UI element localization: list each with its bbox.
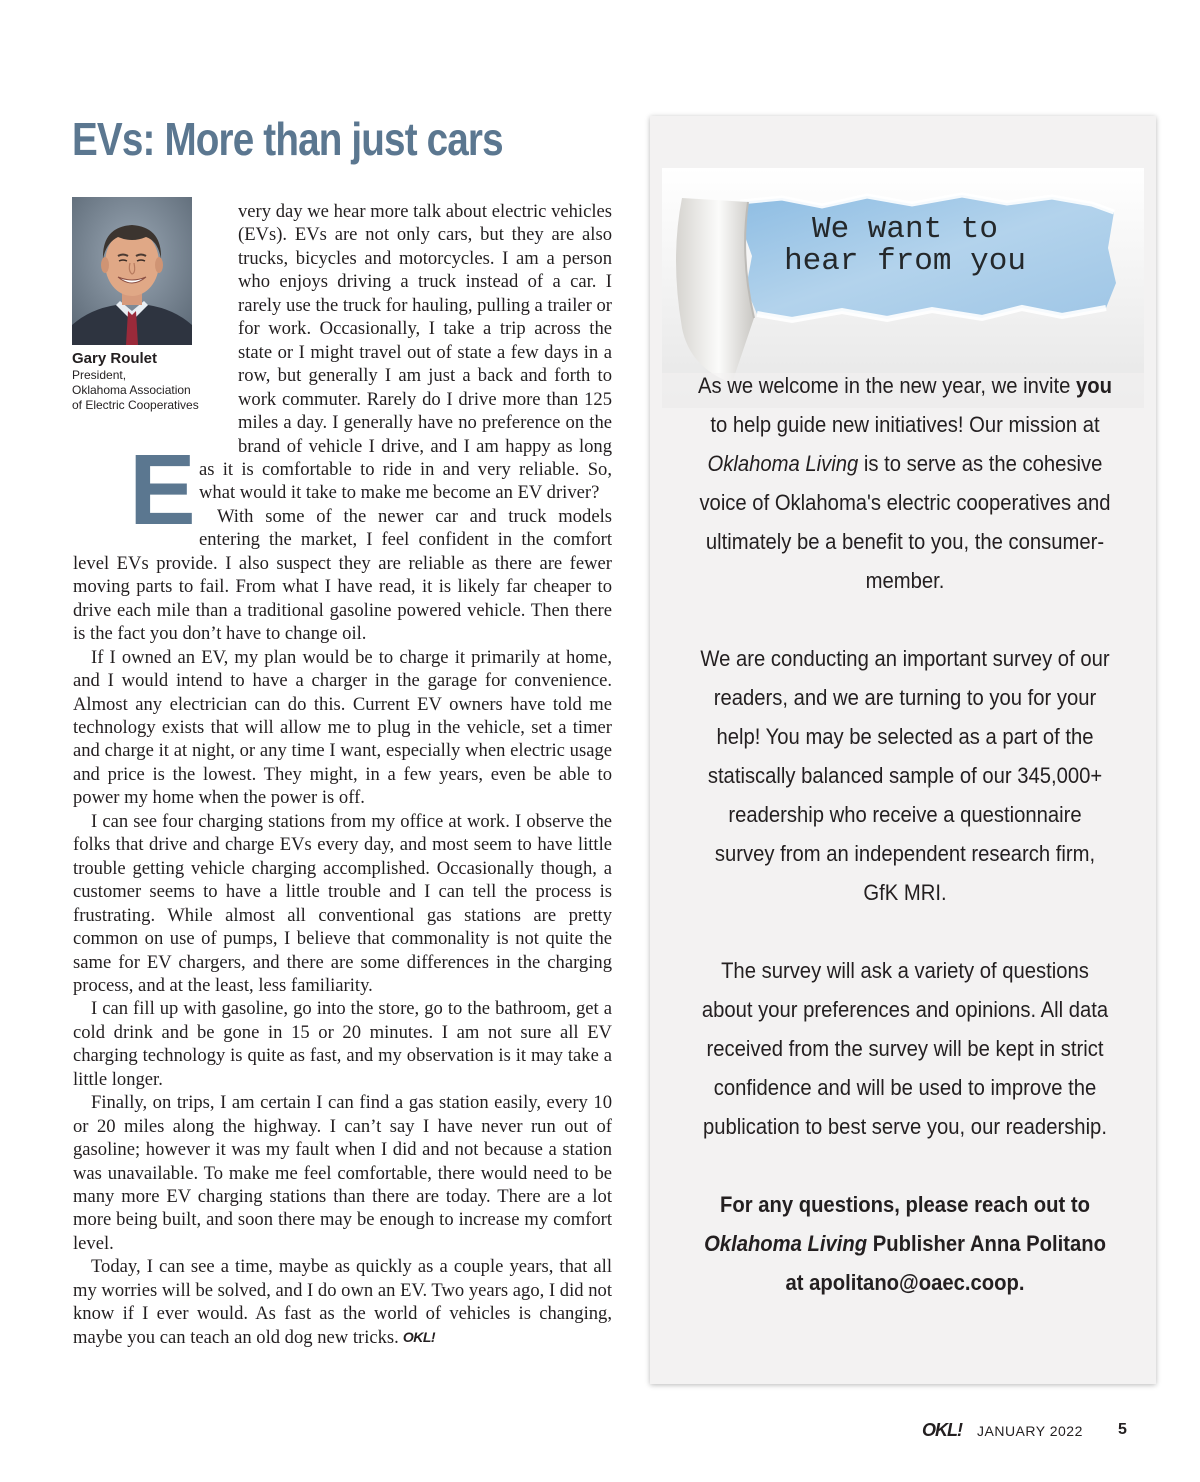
banner-headline [755, 214, 1055, 278]
article-paragraph-7 [73, 1255, 612, 1349]
drop-cap: E [129, 434, 196, 546]
sidebar-p1-text-a: As we welcome in the new year, we invite [698, 373, 1076, 398]
photo-float-spacer [73, 200, 238, 446]
sidebar-paragraph-3: The survey will ask a variety of questions about your preferences and opinions. All data received from the survey will be kept in strict confidence and will be used to improve the publication to best serve you, our readership. [701, 958, 1109, 1139]
sidebar-text [698, 366, 1112, 1302]
article-paragraph-7-text: Today, I can see a time, maybe as quickly as a couple years, that all my worries will be solved, and I do own an EV. Two years ago, I did not know if I ever would. As fast as the world of vehicles is changing, maybe you can teach an old dog new tricks. [73, 1256, 612, 1348]
sidebar-paragraph-4 [698, 1185, 1112, 1302]
photo-float-spacer-lower [73, 446, 129, 530]
sidebar-p4-text-a: For any questions, please reach out to [719, 1192, 1091, 1217]
author-name: Gary Roulet [72, 350, 158, 367]
author-role-line-2: Oklahoma Association [72, 383, 191, 397]
sidebar-paragraph-1 [698, 366, 1112, 600]
banner-headline-line-1: We want to [811, 212, 999, 247]
article-title: EVs: More than just cars [72, 113, 503, 165]
author-role-line-1: President, [72, 368, 127, 382]
sidebar-p1-emphasis-you: you [1075, 373, 1112, 398]
article-paragraph-5: I can fill up with gasoline, go into the store, go to the bathroom, get a cold drink and be gone in 15 or 20 minutes. I am not sure all EV charging technology is quite as fast, and my observation is it may take a little longer. [73, 998, 612, 1090]
page-footer [920, 1420, 1130, 1442]
article-paragraph-6: Finally, on trips, I am certain I can find a gas station easily, every 10 or 20 miles along the highway. I can’t say I have never run out of gasoline; however it was my fault when I did and not because a station was unavailable. To make me feel comfortable, there would need to be many more EV charging stations than there are today. There are a lot more being built, and soon there may be enough to increase my comfort level. [73, 1092, 612, 1254]
page-number: 5 [1118, 1421, 1127, 1438]
end-mark-logo: OKL! [402, 1328, 436, 1345]
sidebar-p4-text-b: Publisher Anna Politano at apolitano@oaec.coop. [785, 1231, 1106, 1295]
sidebar-p1-text-b: to help guide new initiatives! Our mission at [710, 412, 1100, 437]
article-paragraph-2: With some of the newer car and truck models entering the market, I feel confident in the comfort level EVs provide. I also suspect they are reliable as there are fewer moving parts to fail. From what I have read, it is likely far cheaper to drive each mile than a traditional gasoline powered vehicle. Then there is the fact you don’t have to change oil. [73, 505, 612, 645]
article-paragraph-4: I can see four charging stations from my office at work. I observe the folks that drive and charge EVs every day, and most seem to have little trouble getting vehicle charging accomplished. Occasionally though, a customer seems to have a little trouble and I can tell the process is frustrating. While almost all conventional gas stations are pretty common on use of pumps, I believe that commonality is not quite the same for EV chargers, and there are some differences in the charging process, and at the least, less familiarity. [73, 810, 612, 996]
sidebar-p1-text-c: is to serve as the cohesive voice of Oklahoma's electric cooperatives and ultimately be a benefit to you, the consumer-member. [699, 451, 1111, 593]
article-paragraph-3: If I owned an EV, my plan would be to charge it primarily at home, and I would intend to have a charger in the garage for convenience. Almost any electrician can do this. Current EV owners have told me technology exists that will allow me to plug in the vehicle, set a timer and charge it at night, or any time I want, especially when electric usage and price is the lowest. They might, in a few years, even be able to power my home when the power is off. [73, 646, 612, 809]
article-body [73, 200, 612, 1360]
sidebar-paragraph-2: We are conducting an important survey of our readers, and we are turning to you for your help! You may be selected as a part of the statiscally balanced sample of our 345,000+ readership who receive a questionnaire survey from an independent research firm, GfK MRI. [700, 646, 1110, 905]
banner-headline-line-2: hear from you [784, 244, 1026, 279]
magazine-logo: OKL! [922, 1420, 962, 1440]
issue-date: JANUARY 2022 [977, 1423, 1083, 1439]
article-paragraph-1: very day we hear more talk about electric vehicles (EVs). EVs are not only cars, but they are also trucks, bicycles and motorcycles. I am a person who enjoys driving a truck instead of a car. I rarely use the truck for hauling, pulling a trailer or for work. Occasionally, I take a trip across the state or I might travel out of state a few days in a row, but generally I am just a back and forth to work commuter. Rarely do I drive more than 125 miles a day. I generally have no preference on the brand of vehicle I drive, and I am happy as long as it is comfortable to ride in and very reliable. So, what would it take to make me become an EV driver? [199, 201, 612, 504]
author-role-line-3: of Electric Cooperatives [72, 398, 199, 412]
sidebar-p4-publication-name: Oklahoma Living [704, 1231, 868, 1256]
survey-sidebar [650, 116, 1156, 1384]
sidebar-p1-publication-name: Oklahoma Living [707, 451, 859, 476]
